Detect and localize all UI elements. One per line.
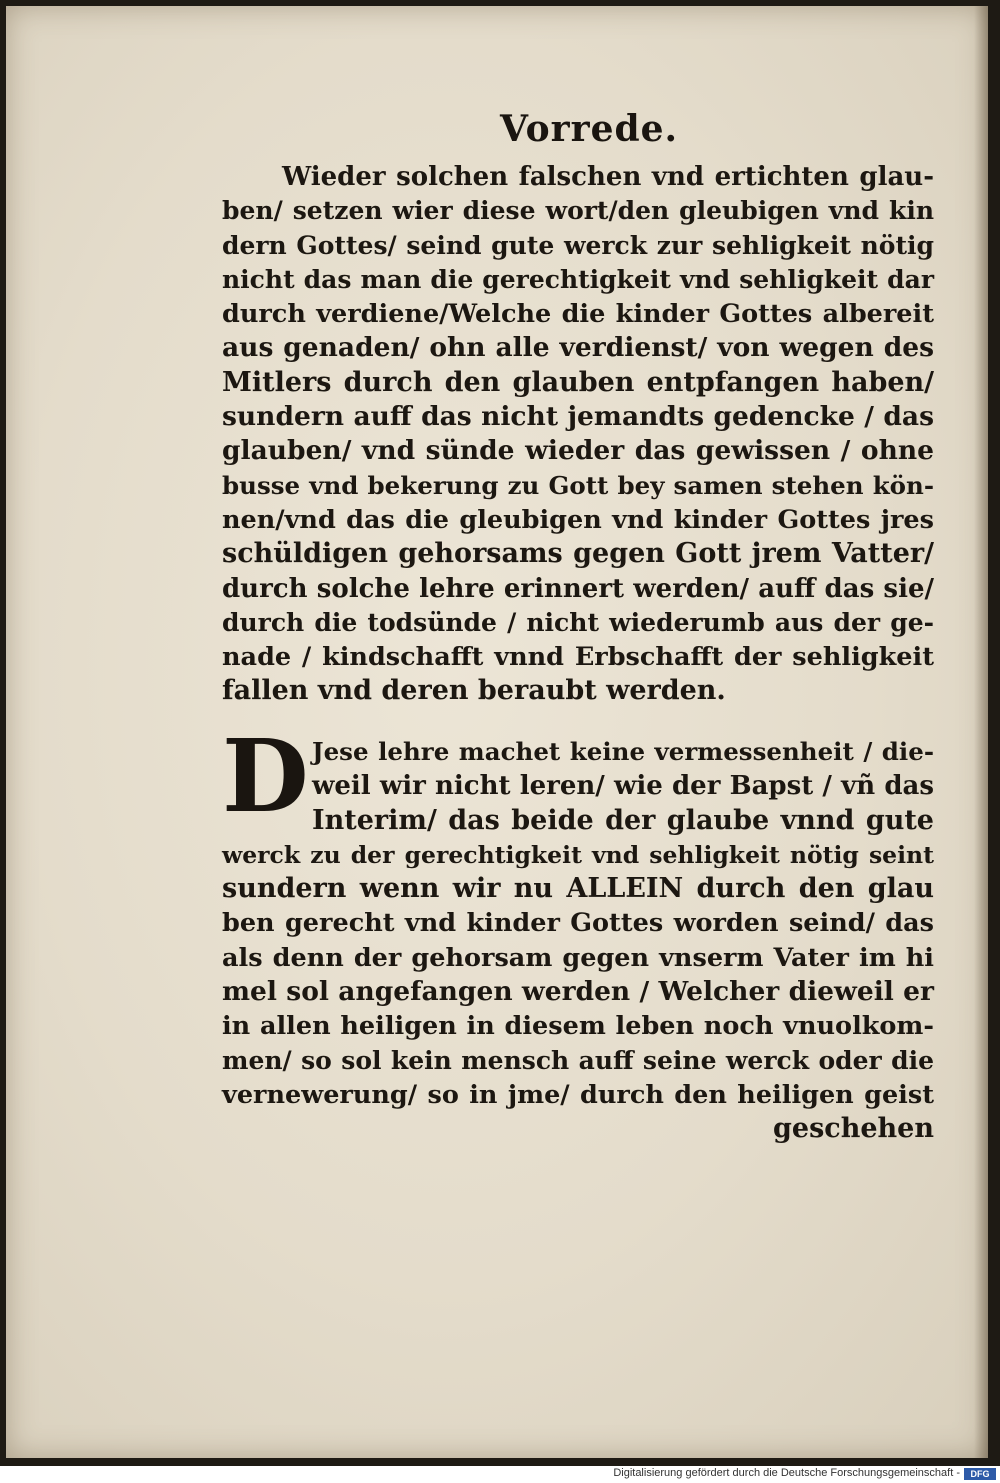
text-line: Mitlers durch den glauben entpfangen haben/ [222, 366, 934, 398]
text-line: men/ so sol kein mensch auff seine werck oder die [222, 1045, 934, 1075]
text-line: weil wir nicht leren/ wie der Bapst / vñ das [312, 771, 934, 802]
text-line: dern Gottes/ seind gute werck zur sehligkeit nötig [222, 230, 934, 260]
text-line: ben gerecht vnd kinder Gottes worden seind/ das [222, 908, 934, 939]
text-line: sundern wenn wir nu ALLEIN durch den glau [222, 873, 934, 905]
text-line: aus genaden/ ohn alle verdienst/ von wegen des [222, 332, 934, 364]
text-line: fallen vnd deren beraubt werden. [222, 675, 726, 707]
text-line: mel sol angefangen werden / Welcher dieweil er [222, 976, 934, 1008]
page-heading: Vorrede. [500, 108, 679, 150]
text-line: busse vnd bekerung zu Gott bey samen stehen kön- [222, 470, 934, 500]
catchword: geschehen [773, 1113, 934, 1145]
text-line: glauben/ vnd sünde wieder das gewissen / ohne [222, 435, 934, 467]
drop-capital: D [222, 717, 309, 835]
text-line: Wieder solchen falschen vnd ertichten glau- [282, 162, 934, 192]
text-line: Jese lehre machet keine vermessenheit / die- [312, 737, 934, 766]
text-line: durch solche lehre erinnert werden/ auff das sie/ [222, 573, 934, 604]
text-line: als denn der gehorsam gegen vnserm Vater im hi [222, 942, 934, 973]
text-line: werck zu der gerechtigkeit vnd sehligkeit nötig seint [222, 840, 934, 869]
paragraph-1 [222, 160, 934, 709]
text-line: nen/vnd das die gleubigen vnd kinder Gottes jres [222, 504, 934, 535]
text-line: schüldigen gehorsams gegen Gott jrem Vatter/ [222, 538, 934, 570]
text-line: sundern auff das nicht jemandts gedencke / das [222, 401, 934, 433]
text-line: nicht das man die gerechtigkeit vnd sehligkeit dar [222, 264, 934, 294]
text-line: ben/ setzen wier diese wort/den gleubigen vnd kin [222, 196, 934, 226]
text-line: durch die todsünde / nicht wiederumb aus der ge- [222, 607, 934, 637]
text-line: Interim/ das beide der glaube vnnd gute [312, 804, 934, 836]
text-line: durch verdiene/Welche die kinder Gottes albereit [222, 299, 934, 330]
dfg-logo: DFG [964, 1468, 996, 1480]
text-line: vernewerung/ so in jme/ durch den heiligen geist [222, 1079, 934, 1110]
page-edge-shadow [974, 6, 988, 1458]
funding-credit: Digitalisierung gefördert durch die Deutsche Forschungsgemeinschaft - [613, 1467, 960, 1479]
text-line: nade / kindschafft vnnd Erbschafft der sehligkeit [222, 642, 934, 673]
paragraph-2 [222, 735, 934, 1147]
footer-bar [0, 1466, 1000, 1483]
text-line: in allen heiligen in diesem leben noch vnuolkom- [222, 1011, 934, 1042]
